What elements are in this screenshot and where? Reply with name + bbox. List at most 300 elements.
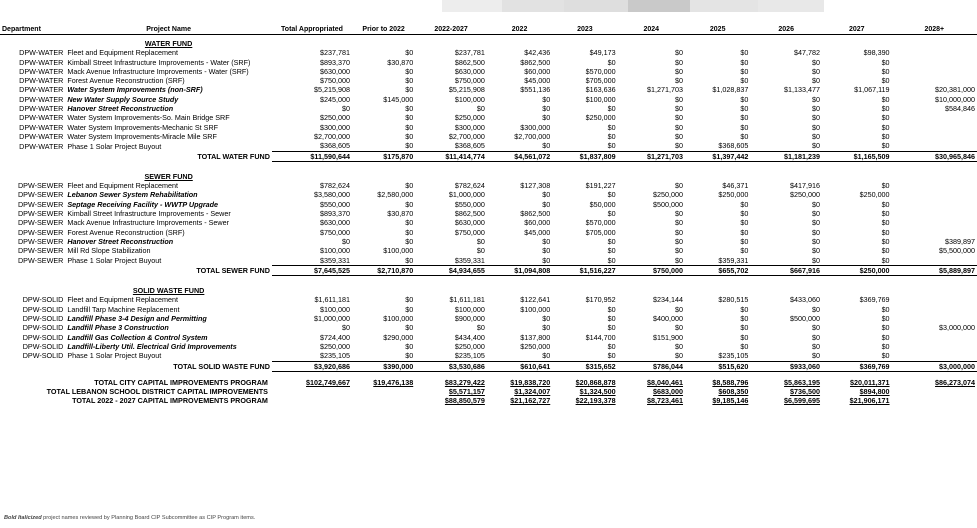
fund-total-label: TOTAL WATER FUND bbox=[197, 151, 270, 161]
amount-cell: $0 bbox=[740, 94, 749, 104]
amount-cell: $0 bbox=[881, 131, 890, 141]
amount-cell: $0 bbox=[675, 236, 684, 246]
grand-total-amount: $5,863,195 bbox=[784, 377, 821, 387]
amount-cell bbox=[892, 58, 977, 67]
project-row bbox=[0, 228, 977, 237]
amount-cell: $359,331 bbox=[415, 256, 487, 266]
amount-cell: $705,000 bbox=[585, 227, 616, 237]
project-name-cell: Water System Improvements-Miracle Mile SRF bbox=[67, 131, 217, 141]
amount-cell: $0 bbox=[618, 256, 685, 266]
fund-total-amount: $390,000 bbox=[352, 361, 415, 371]
amount-cell: $724,400 bbox=[320, 332, 350, 342]
header-shading-band bbox=[0, 0, 977, 12]
amount-cell: $235,105 bbox=[415, 351, 487, 361]
grand-total-amount: $8,723,461 bbox=[647, 396, 684, 406]
amount-cell: $0 bbox=[607, 341, 616, 351]
project-row bbox=[0, 200, 977, 209]
fund-total-row bbox=[0, 361, 977, 371]
amount-cell: $250,000 bbox=[320, 113, 350, 123]
amount-cell: $0 bbox=[607, 104, 616, 114]
amount-cell: $60,000 bbox=[524, 218, 551, 228]
amount-cell: $0 bbox=[812, 332, 821, 342]
amount-cell: $151,900 bbox=[653, 332, 684, 342]
amount-cell: $145,000 bbox=[383, 94, 414, 104]
empty-cell bbox=[822, 35, 892, 49]
fund-heading-row bbox=[0, 282, 977, 295]
grand-total-amount: $20,868,878 bbox=[575, 377, 616, 387]
amount-cell: $900,000 bbox=[454, 314, 485, 324]
amount-cell: $300,000 bbox=[320, 122, 350, 132]
fund-total-label: TOTAL SOLID WASTE FUND bbox=[173, 361, 270, 371]
amount-cell: $1,271,703 bbox=[647, 85, 684, 95]
amount-cell: $250,000 bbox=[790, 190, 821, 200]
amount-cell: $893,370 bbox=[320, 57, 350, 67]
amount-cell: $50,000 bbox=[589, 199, 616, 209]
amount-cell: $0 bbox=[542, 113, 551, 123]
empty-cell bbox=[0, 151, 65, 161]
department-cell: DPW-SEWER bbox=[17, 181, 64, 191]
empty-cell bbox=[0, 361, 65, 371]
empty-cell bbox=[487, 35, 552, 49]
amount-cell bbox=[892, 132, 977, 141]
amount-cell: $893,370 bbox=[320, 209, 350, 219]
grand-total-amount: $9,185,146 bbox=[712, 396, 749, 406]
fund-total-amount: $4,561,072 bbox=[487, 151, 552, 161]
amount-cell: $100,000 bbox=[585, 94, 616, 104]
amount-cell: $0 bbox=[740, 332, 749, 342]
amount-cell bbox=[892, 305, 977, 314]
amount-cell: $0 bbox=[675, 94, 684, 104]
amount-cell: $280,515 bbox=[718, 295, 749, 305]
amount-cell: $0 bbox=[740, 246, 749, 256]
project-row bbox=[0, 141, 977, 151]
project-name-cell: Mack Avenue Infrastructure Improvements - Water (SRF) bbox=[67, 66, 249, 76]
amount-cell: $0 bbox=[740, 218, 749, 228]
project-row bbox=[0, 209, 977, 218]
amount-cell: $0 bbox=[740, 131, 749, 141]
amount-cell: $0 bbox=[675, 304, 684, 314]
amount-cell bbox=[892, 333, 977, 342]
amount-cell: $0 bbox=[812, 57, 821, 67]
amount-cell: $0 bbox=[812, 209, 821, 219]
amount-cell: $0 bbox=[342, 323, 350, 333]
amount-cell: $0 bbox=[675, 131, 684, 141]
amount-cell: $0 bbox=[352, 351, 415, 361]
amount-cell: $122,641 bbox=[520, 295, 551, 305]
amount-cell bbox=[892, 295, 977, 304]
grand-total-label: TOTAL CITY CAPITAL IMPROVEMENTS PROGRAM bbox=[94, 377, 268, 387]
amount-cell bbox=[892, 200, 977, 209]
department-cell: DPW-SEWER bbox=[17, 227, 64, 237]
amount-cell bbox=[892, 218, 977, 227]
amount-cell: $5,215,908 bbox=[448, 85, 485, 95]
amount-cell: $49,173 bbox=[589, 48, 616, 58]
grand-total-amount: $19,476,138 bbox=[373, 377, 414, 387]
amount-cell: $782,624 bbox=[320, 181, 350, 191]
empty-cell bbox=[415, 35, 487, 49]
project-name-cell: Landfill Phase 3 Construction bbox=[67, 323, 169, 333]
grand-total-amount: $894,800 bbox=[859, 387, 890, 397]
grand-total-amount bbox=[892, 387, 977, 396]
amount-cell: $100,000 bbox=[454, 94, 485, 104]
empty-cell bbox=[552, 282, 617, 295]
amount-cell: $10,000,000 bbox=[935, 94, 975, 104]
amount-cell: $750,000 bbox=[454, 76, 485, 86]
amount-cell: $0 bbox=[405, 227, 414, 237]
column-header: Total Appropriated bbox=[272, 12, 352, 35]
grand-total-amount bbox=[272, 387, 352, 396]
amount-cell: $0 bbox=[405, 48, 414, 58]
amount-cell: $2,580,000 bbox=[377, 190, 414, 200]
amount-cell: $235,105 bbox=[685, 351, 750, 361]
amount-cell: $434,400 bbox=[454, 332, 485, 342]
empty-cell bbox=[618, 35, 685, 49]
amount-cell: $0 bbox=[675, 104, 684, 114]
amount-cell: $0 bbox=[881, 218, 890, 228]
amount-cell: $0 bbox=[542, 190, 551, 200]
amount-cell: $163,636 bbox=[585, 85, 616, 95]
amount-cell: $0 bbox=[675, 181, 684, 191]
amount-cell: $0 bbox=[675, 66, 684, 76]
amount-cell: $0 bbox=[881, 323, 890, 333]
amount-cell: $2,700,000 bbox=[314, 131, 350, 141]
amount-cell: $862,500 bbox=[454, 209, 485, 219]
amount-cell: $0 bbox=[740, 341, 749, 351]
grand-total-amount: $736,500 bbox=[790, 387, 821, 397]
column-header: 2023 bbox=[552, 12, 617, 35]
amount-cell: $0 bbox=[750, 256, 822, 266]
project-row bbox=[0, 104, 977, 113]
project-name-cell: Fleet and Equipment Replacement bbox=[67, 181, 179, 191]
amount-cell: $100,000 bbox=[383, 246, 414, 256]
project-row bbox=[0, 132, 977, 141]
department-cell: DPW-SEWER bbox=[17, 190, 64, 200]
project-name-cell: Phase 1 Solar Project Buyout bbox=[67, 255, 162, 265]
fund-total-row bbox=[0, 151, 977, 161]
amount-cell: $0 bbox=[487, 256, 552, 266]
amount-cell: $0 bbox=[607, 190, 616, 200]
amount-cell: $0 bbox=[675, 323, 684, 333]
project-row bbox=[0, 95, 977, 104]
amount-cell: $570,000 bbox=[585, 218, 616, 228]
amount-cell: $0 bbox=[812, 304, 821, 314]
amount-cell: $100,000 bbox=[454, 304, 485, 314]
amount-cell: $0 bbox=[542, 314, 551, 324]
fund-total-amount: $1,837,809 bbox=[552, 151, 617, 161]
department-cell: DPW-WATER bbox=[19, 122, 64, 132]
amount-cell: $551,136 bbox=[520, 85, 551, 95]
fund-total-amount: $515,620 bbox=[685, 361, 750, 371]
empty-cell bbox=[750, 35, 822, 49]
amount-cell: $137,800 bbox=[520, 332, 551, 342]
department-cell: DPW-WATER bbox=[19, 76, 64, 86]
amount-cell: $0 bbox=[607, 246, 616, 256]
amount-cell: $237,781 bbox=[454, 48, 485, 58]
fund-total-amount: $11,414,774 bbox=[415, 151, 487, 161]
amount-cell: $1,611,181 bbox=[314, 295, 350, 305]
amount-cell: $0 bbox=[812, 94, 821, 104]
amount-cell: $0 bbox=[405, 76, 414, 86]
amount-cell: $0 bbox=[881, 122, 890, 132]
amount-cell: $250,000 bbox=[520, 341, 551, 351]
amount-cell: $0 bbox=[607, 209, 616, 219]
project-name-cell: Forest Avenue Reconstruction (SRF) bbox=[67, 227, 185, 237]
amount-cell: $100,000 bbox=[320, 246, 350, 256]
fund-total-amount: $1,271,703 bbox=[618, 151, 685, 161]
department-cell: DPW-WATER bbox=[19, 131, 64, 141]
amount-cell: $584,846 bbox=[945, 104, 975, 114]
amount-cell: $400,000 bbox=[653, 314, 684, 324]
department-cell: DPW-SOLID bbox=[22, 323, 64, 333]
amount-cell: $630,000 bbox=[320, 66, 350, 76]
amount-cell: $0 bbox=[740, 76, 749, 86]
amount-cell: $0 bbox=[812, 113, 821, 123]
amount-cell: $630,000 bbox=[320, 218, 350, 228]
project-row bbox=[0, 218, 977, 227]
amount-cell: $0 bbox=[405, 85, 414, 95]
amount-cell: $630,000 bbox=[454, 66, 485, 76]
footnote-emphasis: Bold Italicized bbox=[4, 515, 42, 521]
amount-cell: $60,000 bbox=[524, 66, 551, 76]
amount-cell: $0 bbox=[881, 227, 890, 237]
amount-cell: $2,700,000 bbox=[448, 131, 485, 141]
grand-total-amount: $8,588,796 bbox=[712, 377, 749, 387]
amount-cell: $30,870 bbox=[387, 209, 414, 219]
amount-cell: $0 bbox=[405, 131, 414, 141]
project-row bbox=[0, 113, 977, 122]
amount-cell: $0 bbox=[881, 181, 890, 191]
amount-cell: $0 bbox=[675, 48, 684, 58]
amount-cell: $0 bbox=[618, 351, 685, 361]
project-name-cell: Forest Avenue Reconstruction (SRF) bbox=[67, 76, 185, 86]
amount-cell: $368,605 bbox=[415, 141, 487, 151]
project-name-cell: Phase 1 Solar Project Buyout bbox=[67, 351, 162, 361]
amount-cell: $0 bbox=[812, 236, 821, 246]
amount-cell bbox=[892, 342, 977, 351]
empty-cell bbox=[618, 168, 685, 181]
amount-cell: $0 bbox=[487, 141, 552, 151]
amount-cell: $0 bbox=[881, 246, 890, 256]
amount-cell: $45,000 bbox=[524, 76, 551, 86]
department-cell: DPW-WATER bbox=[19, 57, 64, 67]
department-cell: DPW-SOLID bbox=[22, 332, 64, 342]
amount-cell bbox=[892, 123, 977, 132]
grand-total-amount: $19,838,720 bbox=[510, 377, 551, 387]
fund-total-amount: $933,060 bbox=[750, 361, 822, 371]
grand-total-amount: $86,273,074 bbox=[935, 377, 975, 387]
amount-cell: $3,000,000 bbox=[939, 323, 975, 333]
amount-cell: $0 bbox=[542, 236, 551, 246]
department-cell: DPW-SOLID bbox=[22, 314, 64, 324]
amount-cell: $0 bbox=[740, 209, 749, 219]
amount-cell: $300,000 bbox=[454, 122, 485, 132]
amount-cell: $750,000 bbox=[320, 227, 350, 237]
grand-total-amount: $83,279,422 bbox=[444, 377, 485, 387]
amount-cell: $0 bbox=[342, 236, 350, 246]
amount-cell: $0 bbox=[812, 76, 821, 86]
amount-cell: $550,000 bbox=[320, 199, 350, 209]
department-cell: DPW-SEWER bbox=[17, 199, 64, 209]
project-row bbox=[0, 123, 977, 132]
footnote-text: project names reviewed by Planning Board CIP Subcommittee as CIP Program items. bbox=[43, 515, 256, 521]
amount-cell: $0 bbox=[750, 351, 822, 361]
project-name-cell: Landfill Tarp Machine Replacement bbox=[67, 304, 180, 314]
project-row bbox=[0, 85, 977, 94]
project-name-cell: Landfill-Liberty Util. Electrical Grid Improvements bbox=[67, 341, 237, 351]
grand-total-amount: $1,324,500 bbox=[579, 387, 616, 397]
amount-cell: $300,000 bbox=[520, 122, 551, 132]
amount-cell: $1,133,477 bbox=[784, 85, 821, 95]
amount-cell: $0 bbox=[812, 122, 821, 132]
amount-cell: $570,000 bbox=[585, 66, 616, 76]
amount-cell: $0 bbox=[740, 113, 749, 123]
amount-cell: $0 bbox=[542, 246, 551, 256]
empty-cell bbox=[272, 168, 352, 181]
amount-cell: $0 bbox=[740, 227, 749, 237]
amount-cell: $30,870 bbox=[387, 57, 414, 67]
footnote bbox=[4, 515, 255, 521]
amount-cell: $0 bbox=[740, 199, 749, 209]
grand-total-amount: $20,011,371 bbox=[849, 377, 890, 387]
amount-cell: $20,381,000 bbox=[935, 85, 975, 95]
amount-cell: $234,144 bbox=[653, 295, 684, 305]
project-row bbox=[0, 323, 977, 332]
amount-cell: $191,227 bbox=[585, 181, 616, 191]
amount-cell: $369,769 bbox=[859, 295, 890, 305]
grand-total-row bbox=[0, 387, 977, 396]
column-header: 2024 bbox=[618, 12, 685, 35]
fund-total-amount: $2,710,870 bbox=[352, 265, 415, 275]
grand-total-amount: $608,350 bbox=[718, 387, 749, 397]
fund-total-amount: $7,645,525 bbox=[272, 265, 352, 275]
department-cell: DPW-SEWER bbox=[17, 246, 64, 256]
amount-cell: $0 bbox=[405, 104, 414, 114]
fund-heading-row bbox=[0, 35, 977, 49]
amount-cell: $0 bbox=[740, 122, 749, 132]
fund-total-amount: $11,590,644 bbox=[272, 151, 352, 161]
fund-total-amount: $369,769 bbox=[822, 361, 892, 371]
amount-cell: $0 bbox=[607, 314, 616, 324]
amount-cell: $550,000 bbox=[454, 199, 485, 209]
amount-cell: $0 bbox=[405, 181, 414, 191]
fund-total-label: TOTAL SEWER FUND bbox=[196, 265, 270, 275]
department-cell: DPW-SEWER bbox=[17, 218, 64, 228]
amount-cell: $0 bbox=[542, 94, 551, 104]
empty-cell bbox=[892, 282, 977, 295]
empty-cell bbox=[0, 35, 65, 49]
cip-table bbox=[0, 12, 977, 406]
amount-cell: $100,000 bbox=[520, 304, 551, 314]
fund-total-amount: $1,094,808 bbox=[487, 265, 552, 275]
amount-cell: $0 bbox=[405, 122, 414, 132]
project-name-cell: Kimball Street Infrastructure Improvements - Sewer bbox=[67, 209, 231, 219]
amount-cell bbox=[892, 141, 977, 151]
amount-cell: $250,000 bbox=[320, 341, 350, 351]
amount-cell: $0 bbox=[552, 256, 617, 266]
department-cell: DPW-SOLID bbox=[22, 351, 64, 361]
empty-cell bbox=[685, 168, 750, 181]
empty-cell bbox=[487, 168, 552, 181]
amount-cell: $0 bbox=[342, 104, 350, 114]
amount-cell bbox=[892, 181, 977, 190]
amount-cell: $500,000 bbox=[653, 199, 684, 209]
project-row bbox=[0, 256, 977, 266]
amount-cell: $0 bbox=[476, 246, 485, 256]
amount-cell: $0 bbox=[812, 66, 821, 76]
empty-cell bbox=[272, 282, 352, 295]
column-header: 2022-2027 bbox=[415, 12, 487, 35]
amount-cell: $0 bbox=[552, 141, 617, 151]
project-row bbox=[0, 48, 977, 57]
column-header: 2025 bbox=[685, 12, 750, 35]
grand-total-amount bbox=[352, 387, 415, 396]
empty-cell bbox=[750, 168, 822, 181]
amount-cell: $0 bbox=[740, 57, 749, 67]
amount-cell: $500,000 bbox=[790, 314, 821, 324]
amount-cell: $0 bbox=[352, 256, 415, 266]
grand-total-amount bbox=[892, 396, 977, 405]
amount-cell: $127,308 bbox=[520, 181, 551, 191]
amount-cell: $750,000 bbox=[454, 227, 485, 237]
amount-cell: $0 bbox=[881, 113, 890, 123]
project-name-cell: Kimball Street Infrastructure Improvements - Water (SRF) bbox=[67, 57, 251, 67]
amount-cell: $0 bbox=[812, 104, 821, 114]
amount-cell: $0 bbox=[881, 304, 890, 314]
fund-total-amount: $610,641 bbox=[487, 361, 552, 371]
grand-total-amount: $6,599,695 bbox=[784, 396, 821, 406]
amount-cell: $0 bbox=[476, 323, 485, 333]
project-row bbox=[0, 314, 977, 323]
amount-cell: $144,700 bbox=[585, 332, 616, 342]
amount-cell: $0 bbox=[881, 209, 890, 219]
project-name-cell: Lebanon Sewer System Rehabilitation bbox=[67, 190, 198, 200]
amount-cell: $0 bbox=[740, 104, 749, 114]
amount-cell: $46,371 bbox=[722, 181, 749, 191]
amount-cell: $100,000 bbox=[383, 314, 414, 324]
amount-cell: $0 bbox=[881, 332, 890, 342]
fund-total-amount: $3,530,686 bbox=[415, 361, 487, 371]
grand-total-amount: $1,324,007 bbox=[514, 387, 551, 397]
amount-cell bbox=[892, 314, 977, 323]
amount-cell: $0 bbox=[675, 246, 684, 256]
amount-cell: $0 bbox=[881, 94, 890, 104]
project-name-cell: Hanover Street Reconstruction bbox=[67, 104, 174, 114]
empty-cell bbox=[892, 168, 977, 181]
project-row bbox=[0, 76, 977, 85]
project-row bbox=[0, 237, 977, 246]
amount-cell: $0 bbox=[812, 227, 821, 237]
project-name-cell: Mack Avenue Infrastructure Improvements - Sewer bbox=[67, 218, 229, 228]
amount-cell: $433,060 bbox=[790, 295, 821, 305]
amount-cell: $0 bbox=[812, 199, 821, 209]
amount-cell: $235,105 bbox=[272, 351, 352, 361]
fund-total-amount: $315,652 bbox=[552, 361, 617, 371]
amount-cell: $1,611,181 bbox=[449, 295, 485, 305]
amount-cell: $782,624 bbox=[454, 181, 485, 191]
project-name-cell: Mill Rd Slope Stabilization bbox=[67, 246, 151, 256]
amount-cell: $0 bbox=[740, 236, 749, 246]
project-name-cell: Water System Improvements-Mechanic St SRF bbox=[67, 122, 219, 132]
amount-cell: $250,000 bbox=[454, 113, 485, 123]
fund-title: SEWER FUND bbox=[144, 171, 193, 181]
column-header: 2028+ bbox=[892, 12, 977, 35]
amount-cell: $0 bbox=[812, 341, 821, 351]
amount-cell: $0 bbox=[542, 323, 551, 333]
amount-cell: $1,067,119 bbox=[854, 85, 890, 95]
amount-cell: $3,580,000 bbox=[314, 190, 350, 200]
amount-cell: $0 bbox=[405, 295, 414, 305]
amount-cell: $245,000 bbox=[320, 94, 350, 104]
